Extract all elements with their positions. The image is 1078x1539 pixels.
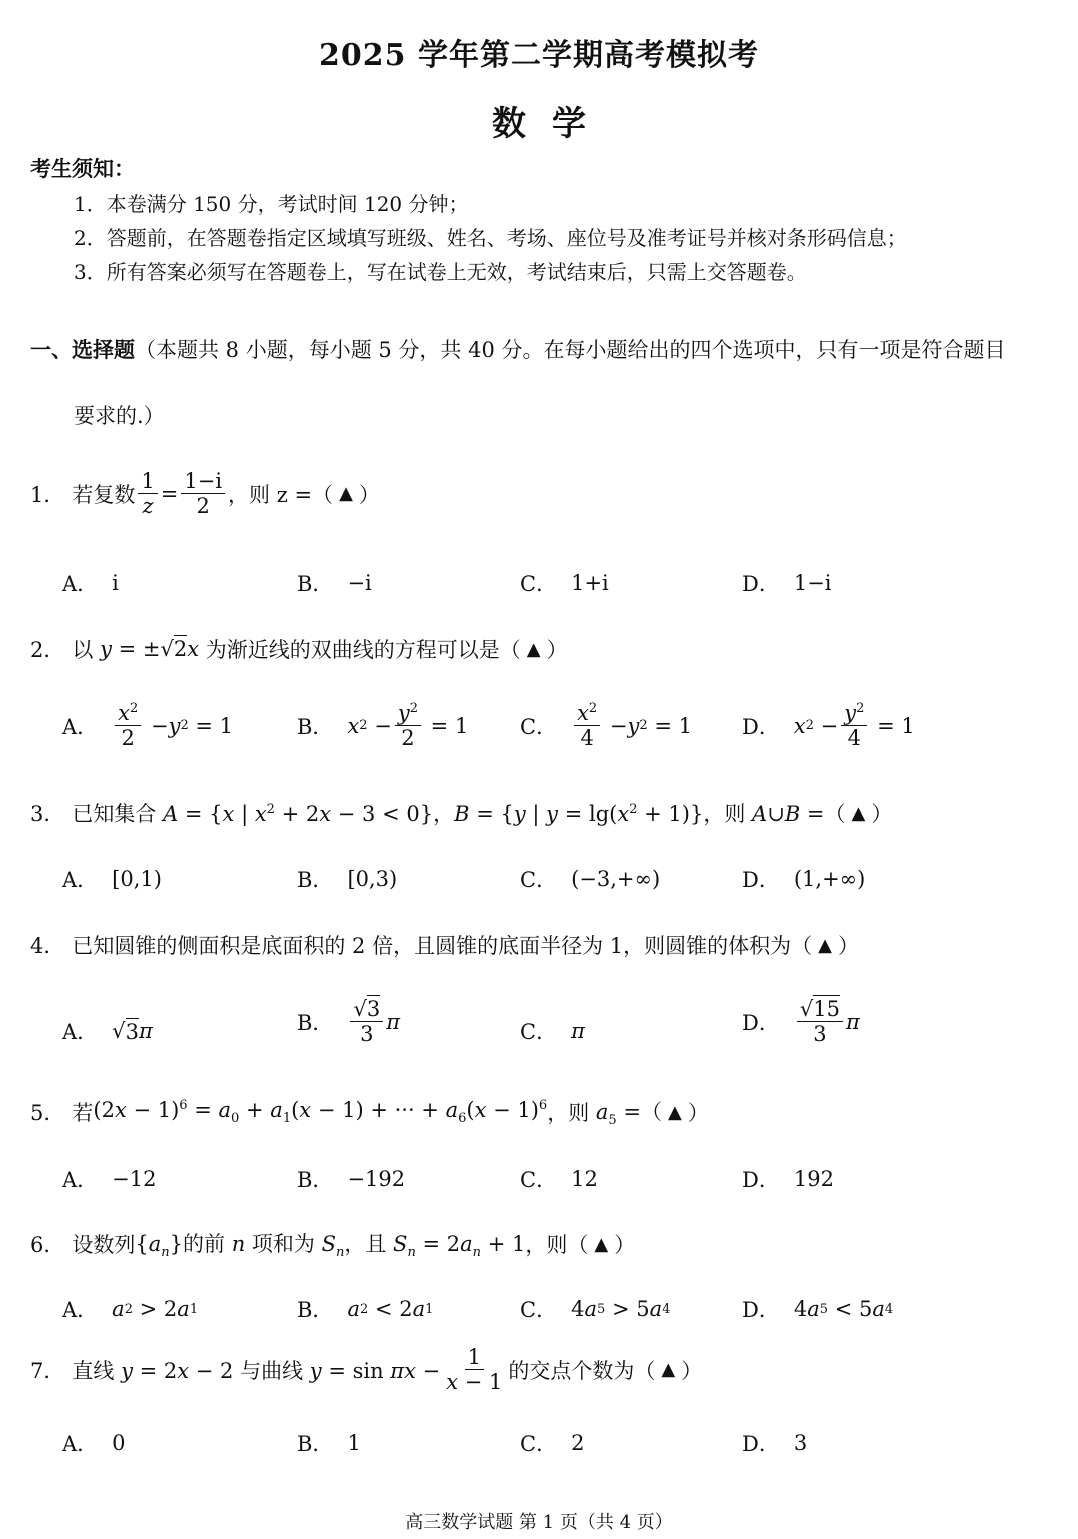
- option-a[interactable]: A． $\frac{x^2}{2}$ − y 2 = 1: [62, 701, 234, 751]
- option-a[interactable]: A． √ 3 π: [62, 1016, 153, 1046]
- option-label: A．: [62, 572, 99, 596]
- option-label: B．: [297, 1298, 334, 1322]
- option-label: D．: [742, 868, 780, 892]
- notice-item: 1．本卷满分 150 分，考试时间 120 分钟；: [74, 192, 469, 216]
- option-a[interactable]: [62, 568, 119, 598]
- option-c[interactable]: [520, 864, 660, 894]
- option-b[interactable]: [297, 568, 372, 598]
- question-stem: ，则: [703, 802, 746, 826]
- option-d[interactable]: D． x 2 − $\frac{y^2}{4}$ = 1: [742, 701, 915, 751]
- question-stem: 为渐近线的双曲线的方程可以是（: [205, 638, 521, 662]
- option-c[interactable]: C． 4 a 5 > 5 a 4: [520, 1294, 670, 1324]
- question-stem: 直线: [72, 1358, 115, 1383]
- option-d[interactable]: [742, 1164, 834, 1194]
- notice-heading: 考生须知：: [30, 156, 135, 181]
- math-fraction: $\frac{1}{z}$: [138, 470, 157, 517]
- question-stem: ，则（: [525, 1233, 589, 1258]
- option-label: A．: [62, 1298, 99, 1322]
- answer-marker-icon: ▲: [594, 1233, 609, 1255]
- option-label: C．: [520, 1298, 558, 1322]
- option-label: C．: [520, 1432, 558, 1456]
- option-label: B．: [297, 572, 334, 596]
- option-a[interactable]: [62, 1164, 157, 1194]
- option-c[interactable]: [520, 1016, 585, 1046]
- option-text: 192: [793, 1167, 834, 1191]
- answer-marker-icon: ▲: [661, 1359, 676, 1381]
- section-heading: [30, 334, 1060, 364]
- exam-title: 2025 学年第二学期高考模拟考: [319, 38, 759, 73]
- question-4: [30, 930, 859, 960]
- option-label: B．: [297, 714, 334, 739]
- notice-item: 3．所有答案必须写在答题卷上，写在试卷上无效，考试结束后，只需上交答题卷。: [74, 260, 807, 284]
- page-footer: 高三数学试题 第 1 页（共 4 页）: [405, 1512, 673, 1533]
- notice-item: 2．答题前，在答题卷指定区域填写班级、姓名、考场、座位号及准考证号并核对条形码信息；: [74, 226, 907, 250]
- question-stem: ，则: [547, 1101, 590, 1126]
- option-label: B．: [297, 1010, 334, 1035]
- option-label: B．: [297, 1432, 334, 1456]
- option-text: 1+i: [571, 571, 609, 595]
- option-a[interactable]: [62, 864, 162, 894]
- option-text: 1−i: [793, 571, 832, 595]
- option-d[interactable]: D． $\frac{√15}{3}$ π: [742, 997, 860, 1047]
- question-stem: 若: [72, 1101, 94, 1126]
- option-text: 12: [571, 1167, 598, 1191]
- question-stem: 以: [72, 638, 94, 662]
- option-label: A．: [62, 1432, 99, 1456]
- option-text: 0: [112, 1431, 126, 1455]
- answer-marker-icon: ▲: [667, 1101, 682, 1123]
- paren: ）: [871, 802, 893, 826]
- option-label: A．: [62, 714, 99, 739]
- option-label: B．: [297, 868, 334, 892]
- math-expression: $(2x - 1)^6 = a_0 + a_1(x - 1)$ + ··· + $a_6(x - 1)^6$: [93, 1098, 548, 1127]
- option-label: C．: [520, 1168, 558, 1192]
- math-expression: A = {x | $x^2 + 2x - 3 < 0$}，B = {y | $y = \lg(x^2 + 1)$}: [163, 802, 704, 826]
- option-label: D．: [742, 572, 780, 596]
- option-label: A．: [62, 1168, 99, 1192]
- option-d[interactable]: [742, 864, 865, 894]
- option-text: (−3,+∞): [571, 867, 661, 891]
- option-b[interactable]: B． x 2 − $\frac{y^2}{2}$ = 1: [297, 701, 469, 751]
- option-d[interactable]: D． 4 a 5 < 5 a 4: [742, 1294, 893, 1324]
- option-label: A．: [62, 1020, 99, 1044]
- answer-marker-icon: ▲: [818, 934, 832, 956]
- answer-marker-icon: ▲: [851, 802, 866, 824]
- question-stem: 设数列: [72, 1233, 136, 1258]
- question-5: [30, 1096, 709, 1128]
- option-d[interactable]: [742, 1428, 807, 1458]
- option-text: −192: [347, 1167, 406, 1191]
- subject-title: 数学: [492, 104, 612, 144]
- question-number: 7．: [30, 1358, 65, 1383]
- question-3: [30, 798, 892, 828]
- answer-marker-icon: ▲: [526, 638, 541, 660]
- option-a[interactable]: A． a 2 > 2 a 1: [62, 1294, 198, 1324]
- math-fraction: $\frac{1-i}{2}$: [181, 470, 225, 517]
- option-text: −i: [347, 571, 372, 595]
- option-d[interactable]: [742, 568, 832, 598]
- option-label: C．: [520, 1020, 558, 1044]
- question-number: 6．: [30, 1233, 65, 1258]
- question-7: [30, 1346, 702, 1393]
- question-stem: ，则 z =（: [228, 482, 334, 507]
- option-c[interactable]: C． $\frac{x^2}{4}$ − y 2 = 1: [520, 701, 692, 751]
- option-label: C．: [520, 868, 558, 892]
- section-desc: （本题共 8 小题，每小题 5 分，共 40 分。在每小题给出的四个选项中，只有一项是符合题目: [135, 338, 1006, 362]
- paren: ）: [614, 1233, 636, 1258]
- option-label: D．: [742, 714, 780, 739]
- option-text: 2: [571, 1431, 585, 1455]
- math-fraction: $\frac{1}{x - 1}$: [446, 1345, 503, 1395]
- paren: ）: [837, 934, 859, 958]
- paren: ）: [687, 1101, 709, 1126]
- answer-marker-icon: ▲: [339, 483, 353, 505]
- option-label: C．: [520, 572, 558, 596]
- paren: ）: [546, 638, 568, 662]
- math-expression: y = 2x − 2 与曲线 y = sin πx −: [121, 1358, 441, 1383]
- question-number: 2．: [30, 638, 65, 662]
- option-text: [0,1): [112, 867, 162, 891]
- section-title: 一、选择题: [30, 337, 135, 362]
- question-6: [30, 1228, 635, 1260]
- option-text: (1,+∞): [793, 867, 866, 891]
- option-text: 3: [793, 1431, 808, 1455]
- option-label: A．: [62, 868, 99, 892]
- paren: ）: [358, 482, 380, 507]
- question-number: 3．: [30, 802, 65, 826]
- question-stem: 已知圆锥的侧面积是底面积的 2 倍，且圆锥的底面半径为 1，则圆锥的体积为（: [72, 934, 813, 958]
- option-text: [0,3): [347, 867, 398, 891]
- option-b[interactable]: [297, 864, 397, 894]
- question-1: 1． 若复数 $\frac{1}{z}$ = $\frac{1-i}{2}$ ，则 z =（ ▲ ）: [30, 469, 380, 519]
- option-a[interactable]: [62, 1428, 126, 1458]
- question-2: [30, 634, 568, 664]
- section-desc-cont: 要求的.）: [74, 404, 165, 428]
- option-text: i: [112, 571, 119, 595]
- question-number: 5．: [30, 1101, 65, 1126]
- option-c[interactable]: [520, 1164, 598, 1194]
- option-c[interactable]: [520, 1428, 584, 1458]
- math-expression: y = ±√2x: [100, 637, 200, 661]
- option-text: 1: [347, 1431, 361, 1455]
- math-expression: $a_5$ =（: [595, 1100, 662, 1129]
- math-expression: $\{a_n\}$的前 n 项和为 $S_n$，且 $S_n = 2a_n + 1$: [135, 1232, 526, 1261]
- option-text: π: [571, 1019, 585, 1043]
- option-b[interactable]: B． $\frac{√3}{3}$ π: [297, 997, 401, 1047]
- question-stem: 已知集合: [72, 802, 157, 826]
- option-label: D．: [742, 1010, 780, 1035]
- paren: ）: [681, 1358, 703, 1383]
- option-b[interactable]: B． a 2 < 2 a 1: [297, 1294, 433, 1324]
- question-stem: 的交点个数为（: [508, 1358, 656, 1383]
- question-stem: 若复数: [72, 482, 136, 507]
- option-label: C．: [520, 714, 558, 739]
- option-b[interactable]: [297, 1164, 405, 1194]
- option-label: D．: [742, 1432, 780, 1456]
- question-number: 4．: [30, 934, 65, 958]
- question-number: 1．: [30, 482, 65, 507]
- math-expression: A∪B =（: [752, 802, 846, 826]
- option-c[interactable]: [520, 568, 609, 598]
- option-text: −12: [112, 1167, 157, 1191]
- option-b[interactable]: [297, 1428, 361, 1458]
- option-label: D．: [742, 1298, 780, 1322]
- option-label: D．: [742, 1168, 780, 1192]
- option-label: B．: [297, 1168, 334, 1192]
